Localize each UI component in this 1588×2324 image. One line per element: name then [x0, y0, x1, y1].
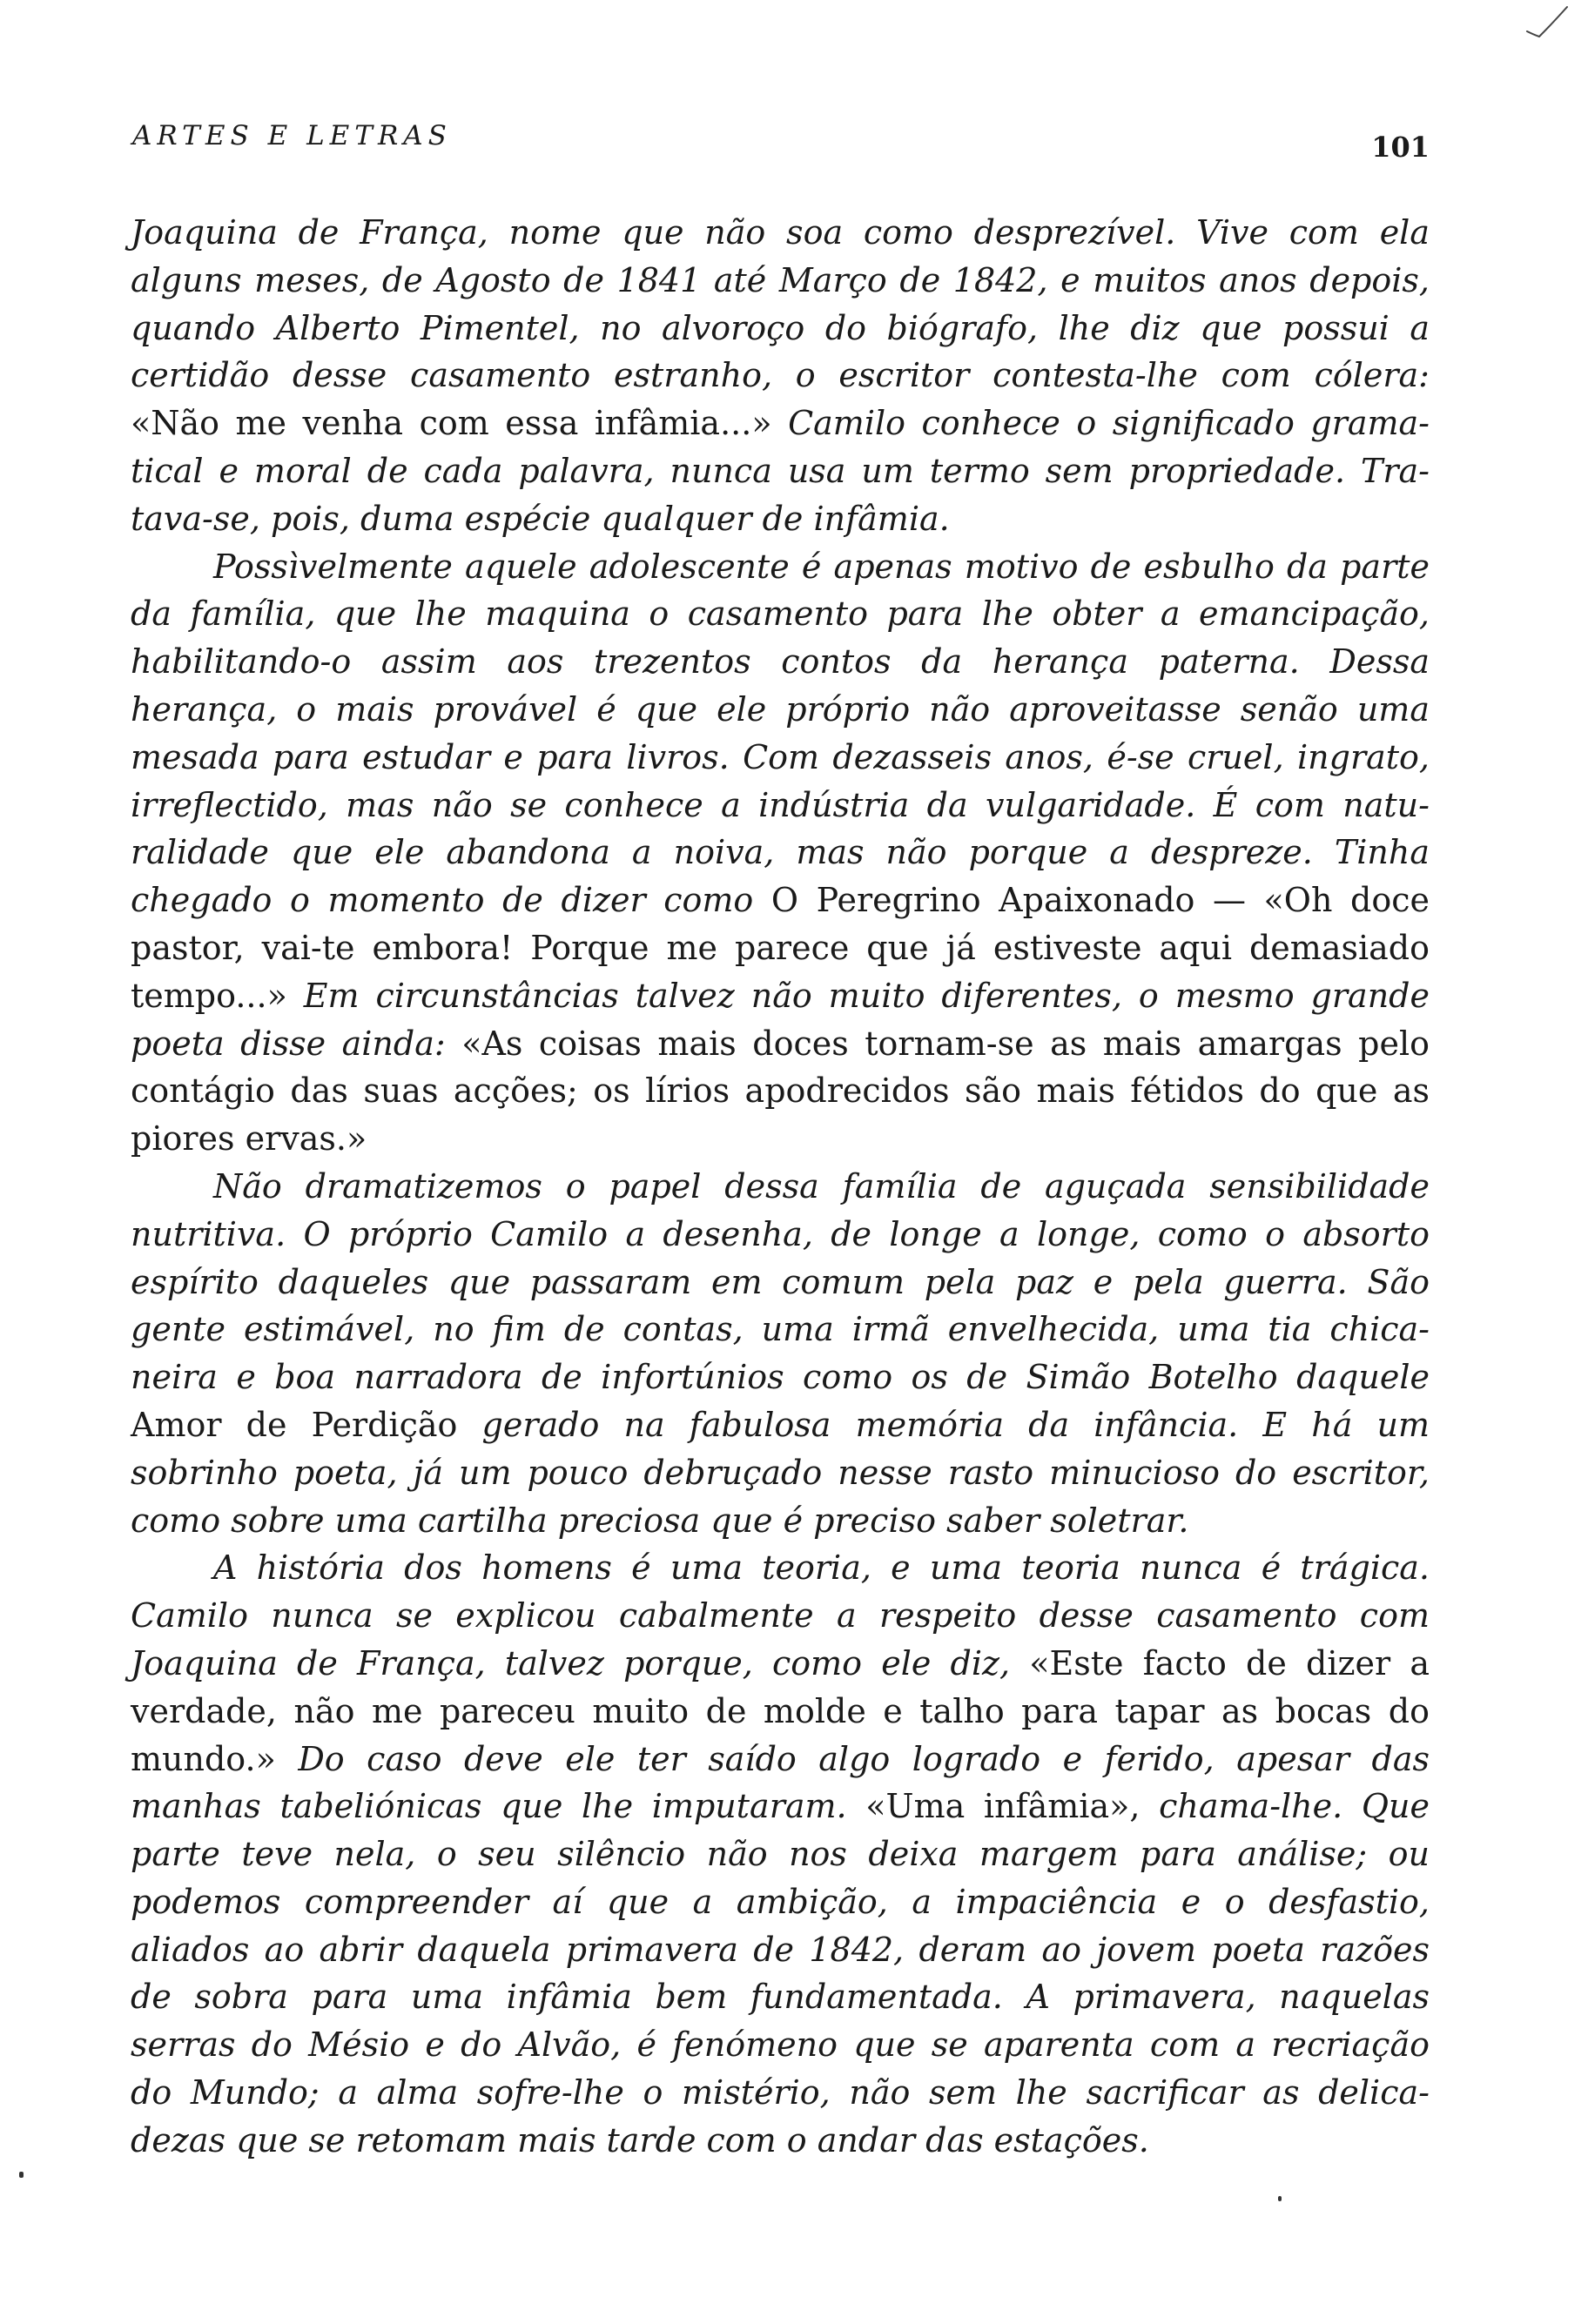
- italic-text-span: nutritiva. O próprio Camilo a desenha, de longe a longe, como o absorto: [131, 1214, 1430, 1253]
- roman-text-span: «As coisas mais doces tornam-se as mais amargas pelo: [461, 1024, 1430, 1063]
- text-line: [131, 1067, 1430, 1115]
- text-line: [131, 1973, 1430, 2021]
- roman-text-span: verdade, não me pareceu muito de molde e talho para tapar as bocas do: [131, 1691, 1430, 1730]
- text-line: [131, 1449, 1430, 1497]
- text-line: [131, 2021, 1430, 2069]
- italic-text-span: habilitando-o assim aos trezentos contos da herança paterna. Dessa: [131, 642, 1430, 682]
- italic-text-span: tava-se, pois, duma espécie qualquer de infâmia.: [131, 499, 950, 538]
- text-line: [131, 257, 1430, 305]
- text-line: [131, 1878, 1430, 1926]
- italic-text-span: gerado na fabulosa memória da infância. E há um: [481, 1405, 1430, 1444]
- text-line: [131, 209, 1430, 257]
- text-line: [131, 495, 1430, 543]
- page-header: [132, 120, 1430, 164]
- italic-text-span: Camilo nunca se explicou cabalmente a respeito desse casamento com: [131, 1596, 1430, 1636]
- roman-text-span: Amor de Perdição: [131, 1405, 482, 1444]
- text-line: [131, 1115, 1430, 1163]
- text-line: [131, 972, 1430, 1020]
- italic-text-span: chama-lhe. Que: [1159, 1787, 1430, 1826]
- text-line: [131, 877, 1430, 924]
- text-line: [131, 1401, 1430, 1449]
- text-line: [131, 782, 1430, 830]
- italic-text-span: herança, o mais provável é que ele próprio não aproveitasse senão uma: [131, 689, 1430, 729]
- italic-text-span: de sobra para uma infâmia bem fundamentada. A primavera, naquelas: [131, 1978, 1430, 2017]
- italic-text-span: neira e boa narradora de infortúnios como os de Simão Botelho daquele: [131, 1358, 1430, 1397]
- roman-text-span: «Não me venha com essa infâmia...»: [131, 404, 789, 443]
- italic-text-span: podemos compreender aí que a ambição, a impaciência e o desfastio,: [131, 1882, 1430, 1921]
- italic-text-span: alguns meses, de Agosto de 1841 até Março de 1842, e muitos anos depois,: [131, 260, 1430, 299]
- text-line: [131, 734, 1430, 782]
- text-line: [131, 1211, 1430, 1259]
- text-line: [131, 638, 1430, 686]
- italic-text-span: chegado o momento de dizer como: [131, 881, 771, 920]
- italic-text-span: quando Alberto Pimentel, no alvoroço do biógrafo, lhe diz que possui a: [131, 308, 1430, 347]
- italic-text-span: gente estimável, no fim de contas, uma irmã envelhecida, uma tia chica-: [131, 1310, 1430, 1349]
- text-line: [131, 1544, 1430, 1592]
- text-line: [131, 1640, 1430, 1688]
- italic-text-span: espírito daqueles que passaram em comum pela paz e pela guerra. São: [131, 1262, 1430, 1301]
- roman-text-span: «Este facto de dizer a: [1029, 1643, 1430, 1683]
- italic-text-span: Joaquina de França, nome que não soa como desprezível. Vive com ela: [131, 213, 1430, 252]
- text-line: [131, 1926, 1430, 1974]
- text-line: [131, 1688, 1430, 1736]
- italic-text-span: sobrinho poeta, já um pouco debruçado nesse rasto minucioso do escritor,: [131, 1453, 1430, 1492]
- text-line: [131, 352, 1430, 400]
- italic-text-span: Do caso deve ele ter saído algo logrado e ferido, apesar das: [298, 1739, 1430, 1778]
- italic-text-span: dezas que se retomam mais tarde com o andar das estações.: [131, 2120, 1149, 2159]
- text-line: [131, 2117, 1430, 2165]
- roman-text-span: O Peregrino Apaixonado — «Oh doce: [770, 881, 1430, 920]
- italic-text-span: como sobre uma cartilha preciosa que é preciso saber soletrar.: [131, 1501, 1189, 1540]
- roman-text-span: contágio das suas acções; os lírios apodrecidos são mais fétidos do que as: [131, 1071, 1430, 1111]
- scan-speck: [19, 2172, 24, 2178]
- italic-text-span: aliados ao abrir daquela primavera de 1842, deram ao jovem poeta razões: [131, 1930, 1430, 1969]
- text-line: [131, 1020, 1430, 1068]
- italic-text-span: poeta disse ainda:: [131, 1024, 462, 1063]
- italic-text-span: certidão desse casamento estranho, o escritor contesta-lhe com cólera:: [131, 356, 1430, 395]
- text-line: [131, 447, 1430, 495]
- italic-text-span: irreflectido, mas não se conhece a indústria da vulgaridade. É com natu-: [131, 785, 1430, 824]
- italic-text-span: mesada para estudar e para livros. Com dezasseis anos, é-se cruel, ingrato,: [131, 737, 1430, 776]
- running-head: ARTES E LETRAS: [132, 120, 452, 151]
- text-line: [131, 1736, 1430, 1783]
- text-line: [131, 829, 1430, 877]
- italic-text-span: A história dos homens é uma teoria, e uma teoria nunca é trágica.: [213, 1548, 1430, 1588]
- italic-text-span: manhas tabeliónicas que lhe imputaram.: [131, 1787, 866, 1826]
- text-body: [131, 209, 1430, 2165]
- italic-text-span: Não dramatizemos o papel dessa família de aguçada sensibilidade: [213, 1166, 1430, 1206]
- text-line: [131, 686, 1430, 734]
- text-line: [131, 590, 1430, 638]
- text-line: [131, 1353, 1430, 1401]
- italic-text-span: ralidade que ele abandona a noiva, mas não porque a despreze. Tinha: [131, 833, 1430, 872]
- italic-text-span: serras do Mésio e do Alvão, é fenómeno que se aparenta com a recriação: [131, 2025, 1430, 2065]
- text-line: [131, 1783, 1430, 1830]
- roman-text-span: pastor, vai-te embora! Porque me parece que já estiveste aqui demasiado: [131, 928, 1430, 967]
- text-line: [131, 1592, 1430, 1640]
- italic-text-span: tical e moral de cada palavra, nunca usa um termo sem propriedade. Tra-: [131, 451, 1430, 490]
- roman-text-span: «Uma infâmia»,: [865, 1787, 1160, 1826]
- text-line: [131, 1306, 1430, 1353]
- text-line: [131, 1497, 1430, 1545]
- text-line: [131, 2069, 1430, 2117]
- roman-text-span: mundo.»: [131, 1739, 299, 1778]
- text-line: [131, 924, 1430, 972]
- italic-text-span: da família, que lhe maquina o casamento para lhe obter a emancipação,: [131, 594, 1430, 634]
- italic-text-span: do Mundo; a alma sofre-lhe o mistério, não sem lhe sacrificar as delica-: [131, 2073, 1430, 2112]
- roman-text-span: piores ervas.»: [131, 1119, 367, 1159]
- roman-text-span: tempo...»: [131, 976, 304, 1015]
- text-line: [131, 543, 1430, 591]
- page-number: 101: [1371, 131, 1430, 164]
- italic-text-span: Possìvelmente aquele adolescente é apenas motivo de esbulho da parte: [213, 547, 1430, 586]
- italic-text-span: parte teve nela, o seu silêncio não nos deixa margem para análise; ou: [131, 1835, 1430, 1874]
- italic-text-span: Camilo conhece o significado grama-: [788, 404, 1430, 443]
- text-line: [131, 400, 1430, 447]
- pencil-check-mark: [1525, 5, 1569, 40]
- italic-text-span: Joaquina de França, talvez porque, como ele diz,: [131, 1643, 1030, 1683]
- scan-speck: [1278, 2196, 1282, 2201]
- text-line: [131, 1163, 1430, 1211]
- text-line: [131, 305, 1430, 353]
- text-line: [131, 1259, 1430, 1306]
- text-line: [131, 1830, 1430, 1878]
- italic-text-span: Em circunstâncias talvez não muito diferentes, o mesmo grande: [303, 976, 1430, 1015]
